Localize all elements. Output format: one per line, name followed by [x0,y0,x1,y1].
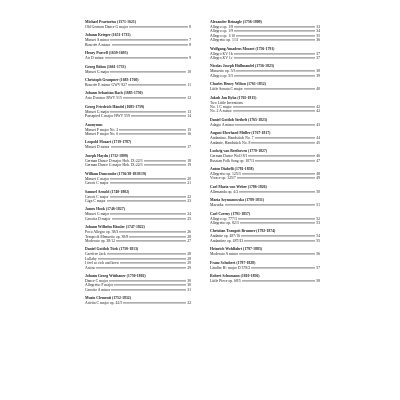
leader-dots [234,31,315,32]
page-number: 28 [187,256,191,261]
composer-entry [210,212,320,226]
piece-row[interactable] [210,203,320,207]
page-number: 16 [187,132,191,137]
piece-title: Andante op. 487/16 [210,234,241,239]
leader-dots [114,285,186,286]
piece-title: German Dance G major Hob. IX:22/3 [85,163,143,168]
piece-title: Allegro op. 1/9 [210,29,234,34]
leader-dots [123,303,186,304]
piece-title: Andantino op. 487/43 [210,238,244,243]
page-number: 24 [187,212,191,217]
piece-row[interactable] [85,43,191,47]
composer-entry [210,82,320,91]
toc-left-column [85,20,191,310]
composer-entry [85,190,191,204]
leader-dots [123,98,186,99]
piece-title: Minuet G major [85,109,110,114]
piece-title: Allegro KV 1b [210,51,233,56]
composer-entry [210,131,320,145]
leader-dots [242,173,316,174]
composer-entry [210,274,320,283]
leader-dots [239,254,315,255]
composer-entry [85,247,191,270]
leader-dots [237,178,315,179]
leader-dots [235,124,315,125]
piece-title: Minuet D minor [85,145,110,150]
page-number: 54 [316,234,320,239]
piece-row[interactable] [85,56,191,60]
leader-dots [96,267,186,268]
page-number: 11 [187,83,191,88]
piece-title: Allegro op. 1/10 [210,33,235,38]
piece-title: Allegro op. 5/5 [210,73,234,78]
composer-entry [210,167,320,181]
leader-dots [107,254,186,255]
piece-title: Arioso [85,265,96,270]
piece-title: Gavotta D major [85,216,111,221]
piece-row[interactable] [85,181,191,185]
composer-name: Samuel Arnold (1740-1802) [85,189,130,194]
leader-dots [234,26,315,27]
page-number: 28 [187,234,191,239]
piece-title: Gavotte A minor [85,287,111,292]
page-number: 40 [316,87,320,92]
composer-name: William Duncombe (1736/38-1818/19) [85,171,147,176]
page-number: 8 [189,42,191,47]
piece-row[interactable] [210,38,320,42]
page-number: 31 [187,287,191,292]
page-number: 42 [316,105,320,110]
leader-dots [119,232,186,233]
composer-entry [85,140,191,149]
composer-entry [85,105,191,119]
composer-entry [85,154,191,168]
piece-title: Old German Dance G major [85,25,129,29]
page-number: 28 [187,252,191,257]
leader-dots [236,71,315,72]
page-number: 20 [187,176,191,181]
composer-name: Anonymus [85,122,103,127]
piece-row[interactable] [210,123,320,127]
leader-dots [255,138,316,139]
piece-title: German Dance D major Hob. IX:22/3 [85,158,143,163]
piece-title: Allegro op. 777/3 [210,216,237,221]
composer-name: Wolfgang Amadeus Mozart (1756-1791) [210,46,275,51]
piece-title: Minuetto op. 5/3 [210,69,236,74]
piece-title: Minuet G major [85,212,110,217]
page-number: 46 [316,154,320,159]
composer-entry [210,229,320,243]
composer-name: Johann Sebastian Bach (1685-1750) [85,91,143,96]
leader-dots [240,222,315,223]
piece-title: Tempo di Menuetto op. 38/8 [85,234,129,239]
composer-entry [85,225,191,243]
piece-title: Moderato A minor [210,252,239,257]
leader-dots [111,147,187,148]
piece-title: Minuet C major [85,176,110,181]
leader-dots [131,116,186,117]
composer-entry [210,149,320,163]
leader-dots [110,71,186,72]
piece-title: Passepied C major HWV 559 [85,114,130,119]
page-number: 30 [187,283,191,288]
leader-dots [109,280,186,281]
composer-name: Anton Diabelli (1781-1858) [210,166,254,171]
leader-dots [112,218,187,219]
page-number: 14 [187,114,191,119]
composer-name: Christian Traugott Brunner (1792-1874) [210,229,276,234]
page-number: 34 [316,29,320,34]
composer-name: Nicolas Joseph Hüllmandel (1756-1823) [210,64,275,69]
page-number: 19 [187,163,191,168]
composer-name: Robert Schumann (1810-1856) [210,273,260,278]
leader-dots [244,89,315,90]
leader-dots [239,191,315,192]
composer-name: Daniel Gottlob Türk (1750-1813) [85,247,139,252]
piece-title: Carefree Jack [85,252,106,257]
composer-entry [85,78,191,87]
piece-title: Dance C major [85,278,108,283]
composer-name: Ludwig van Beethoven (1770-1827) [210,149,268,154]
piece-title: Allegretto op. 125/3 [210,171,241,176]
piece-title: I feel so rich and keen [85,261,119,266]
piece-row[interactable] [85,266,191,270]
leader-dots [234,57,316,58]
leader-dots [128,84,186,85]
composer-name: Johann Georg Witthauer (1750-1802) [85,273,146,278]
piece-title: Minuet F major No. 6 [85,132,119,137]
leader-dots [105,58,188,59]
piece-row[interactable] [210,190,320,194]
page-number: 9 [189,56,191,61]
composer-entry [85,33,191,47]
page-number: 39 [316,73,320,78]
page-number: 26 [187,230,191,235]
piece-title: Poco Allegro op. 38/3 [85,230,119,235]
page-number: 56 [316,252,320,257]
leader-dots [119,133,186,134]
composer-name: Alexander Reinagle (1756-1809) [210,20,262,24]
piece-title: Arietta C major op. 42/5 [85,301,123,306]
piece-title: Minuet G major [85,69,110,74]
piece-title: Gavott C major [85,181,109,186]
piece-title: Andantino, Handstück No. 7 [210,136,254,141]
leader-dots [144,160,187,161]
page-number: 17 [187,145,191,150]
leader-dots [112,44,189,45]
page-number: 8 [189,25,191,29]
leader-dots [116,240,186,241]
leader-dots [240,40,316,41]
composer-entry [210,96,320,114]
composer-name: August Eberhard Müller (1767-1817) [210,131,271,136]
piece-title: Moderato op. 38/12 [85,238,116,243]
piece-title: Allegro KV 1c [210,56,233,61]
leader-dots [234,53,315,54]
page-number: 47 [316,158,320,163]
composer-entry [85,123,191,137]
piece-title: Vivace op. 125/7 [210,176,236,181]
piece-title: Allemanda op. 4/2 [210,189,239,194]
page-number: 13 [187,109,191,114]
piece-row[interactable] [210,87,320,91]
composer-entry [85,51,191,60]
piece-title: Bourrée A minor [85,42,111,47]
piece-row[interactable] [210,239,320,243]
composer-name: Georg Böhm (1661-1733) [85,64,126,69]
piece-title: Andante, Handstück No. 8 [210,140,251,145]
page-number: 36 [316,38,320,43]
composer-entry [210,261,320,270]
piece-title: Russian Folk Song op. 107/3 [210,158,254,163]
page-number: 57 [316,265,320,270]
composer-entry [85,91,191,100]
page-number: 44 [316,136,320,141]
composer-entry [210,47,320,61]
page-number: 50 [316,189,320,194]
leader-dots [242,280,315,281]
leader-dots [110,40,188,41]
piece-title: Little Piece op. 68/5 [210,278,241,283]
leader-dots [107,200,187,201]
page-number: 51 [316,203,320,208]
page-number: 38 [316,69,320,74]
piece-title: Giga C major [85,198,106,203]
piece-title: Ländler B♭ major D 378/2 [210,265,251,270]
piece-title: Aria D minor BWV 515 [85,96,122,101]
piece-title: Minuet A minor [85,38,110,43]
page-number: 7 [189,38,191,43]
piece-title: Two Little Inventions [210,100,243,105]
page-number: 21 [187,181,191,186]
composer-entry [210,198,320,207]
page-number: 49 [316,176,320,181]
leader-dots [110,178,186,179]
composer-entry [210,20,320,43]
leader-dots [244,240,315,241]
leader-dots [238,218,315,219]
piece-title: Lullaby [85,256,97,261]
page-number: 23 [187,198,191,203]
page-number: 27 [187,238,191,243]
page-number: 52 [316,216,320,221]
composer-entry [85,274,191,292]
piece-row[interactable] [85,301,191,305]
piece-row[interactable] [210,266,320,270]
leader-dots [234,75,315,76]
page-number: 58 [316,278,320,283]
piece-title: No. 2 A minor [210,109,232,114]
piece-row[interactable] [85,199,191,203]
piece-title: Air D minor [85,56,104,61]
piece-row[interactable] [85,83,191,87]
page-number: 42 [316,109,320,114]
piece-title: Allegro op. 1/8 [210,25,234,29]
composer-entry [210,247,320,256]
composer-name: Michael Praetorius (1571-1621) [85,20,137,24]
composer-entry [85,20,191,29]
piece-title: Adagio A minor [210,122,235,127]
composer-name: Charles Henry Wilton (1761-1832) [210,82,266,87]
piece-title: Mazurka [210,203,224,208]
piece-row[interactable] [85,163,191,167]
piece-row[interactable] [85,96,191,100]
composer-name: Johann Krieger (1651-1735) [85,33,131,38]
composer-name: Franz Schubert (1797-1828) [210,260,256,265]
leader-dots [98,258,186,259]
piece-row[interactable] [210,176,320,180]
composer-name: Carl Maria von Weber (1786-1826) [210,184,267,189]
composer-entry [85,296,191,305]
composer-name: Johann Wilhelm Hässler (1747-1822) [85,225,145,230]
composer-name: Christoph Graupner (1683-1760) [85,78,139,83]
leader-dots [129,26,188,27]
composer-entry [85,207,191,221]
leader-dots [251,267,315,268]
piece-row[interactable] [210,109,320,113]
piece-row[interactable] [85,288,191,292]
leader-dots [129,236,186,237]
piece-title: No. 1 C major [210,105,232,110]
piece-row[interactable] [85,217,191,221]
page-number: 18 [187,158,191,163]
composer-name: Daniel Gottlob Steibelt (1765-1823) [210,117,268,122]
page-number: 29 [187,265,191,270]
composer-name: James Hook (1746-1827) [85,207,125,212]
piece-title: Allegretto op. 82/3 [210,220,239,225]
leader-dots [120,263,187,264]
piece-row[interactable] [210,279,320,283]
piece-title: Gavott C major [85,194,109,199]
composer-name: Leopold Mozart (1719-1787) [85,140,132,145]
composer-name: Maria Szymanowska (1789-1831) [210,198,264,203]
toc-right-column [210,20,320,287]
page-number: 53 [316,220,320,225]
piece-title: German Dance WoO 8/1 [210,154,248,159]
composer-name: Joseph Haydn (1732-1809) [85,153,129,158]
composer-entry [85,172,191,186]
page-number: 45 [316,140,320,145]
page-number: 29 [187,261,191,266]
page-number: 30 [187,278,191,283]
piece-row[interactable] [210,141,320,145]
piece-row[interactable] [85,132,191,136]
piece-row[interactable] [85,114,191,118]
piece-row[interactable] [210,56,320,60]
leader-dots [110,196,187,197]
leader-dots [110,214,186,215]
page-number: 48 [316,171,320,176]
piece-title: Bourrée E minor GWV 827 [85,83,128,88]
leader-dots [111,289,186,290]
composer-name: Muzio Clementi (1752-1832) [85,296,131,301]
piece-title: Allegretto op. 1/11 [210,38,239,43]
composer-name: Henry Purcell (1659-1695) [85,51,128,56]
leader-dots [225,205,316,206]
composer-name: Jakub Jan Ryba (1765-1815) [210,95,257,100]
piece-row[interactable] [85,25,191,29]
leader-dots [110,111,186,112]
leader-dots [236,35,315,36]
page-number: 10 [187,69,191,74]
leader-dots [255,160,315,161]
page-number: 35 [316,33,320,38]
piece-row[interactable] [85,70,191,74]
piece-row[interactable] [85,145,191,149]
page-number: 43 [316,122,320,127]
leader-dots [233,106,315,107]
piece-row[interactable] [210,159,320,163]
leader-dots [251,142,315,143]
composer-name: Heinrich Wohlfahrt (1797-1883) [210,247,263,252]
piece-row[interactable] [210,252,320,256]
page-number: 37 [316,56,320,61]
composer-name: Carl Czerny (1791-1857) [210,211,251,216]
composer-entry [85,65,191,74]
leader-dots [248,155,315,156]
piece-title: Little Sonata C major [210,87,243,92]
leader-dots [144,165,187,166]
piece-row[interactable] [210,221,320,225]
composer-entry [210,185,320,194]
leader-dots [233,111,315,112]
page-number: 55 [316,238,320,243]
composer-entry [210,64,320,78]
piece-row[interactable] [210,74,320,78]
page-number: 22 [187,194,191,199]
page-number: 12 [187,96,191,101]
page-number: 33 [316,25,320,29]
piece-row[interactable] [85,239,191,243]
piece-title: Minuet F major No. 2 [85,127,119,132]
leader-dots [110,182,187,183]
composer-entry [210,118,320,127]
page-number: 15 [187,127,191,132]
composer-name: Georg Friedrich Händel (1685-1759) [85,104,145,109]
page-number: 37 [316,51,320,56]
leader-dots [241,236,315,237]
leader-dots [119,129,186,130]
page-number: 25 [187,216,191,221]
page-number: 32 [187,301,191,306]
piece-title: Allegretto F major [85,283,114,288]
